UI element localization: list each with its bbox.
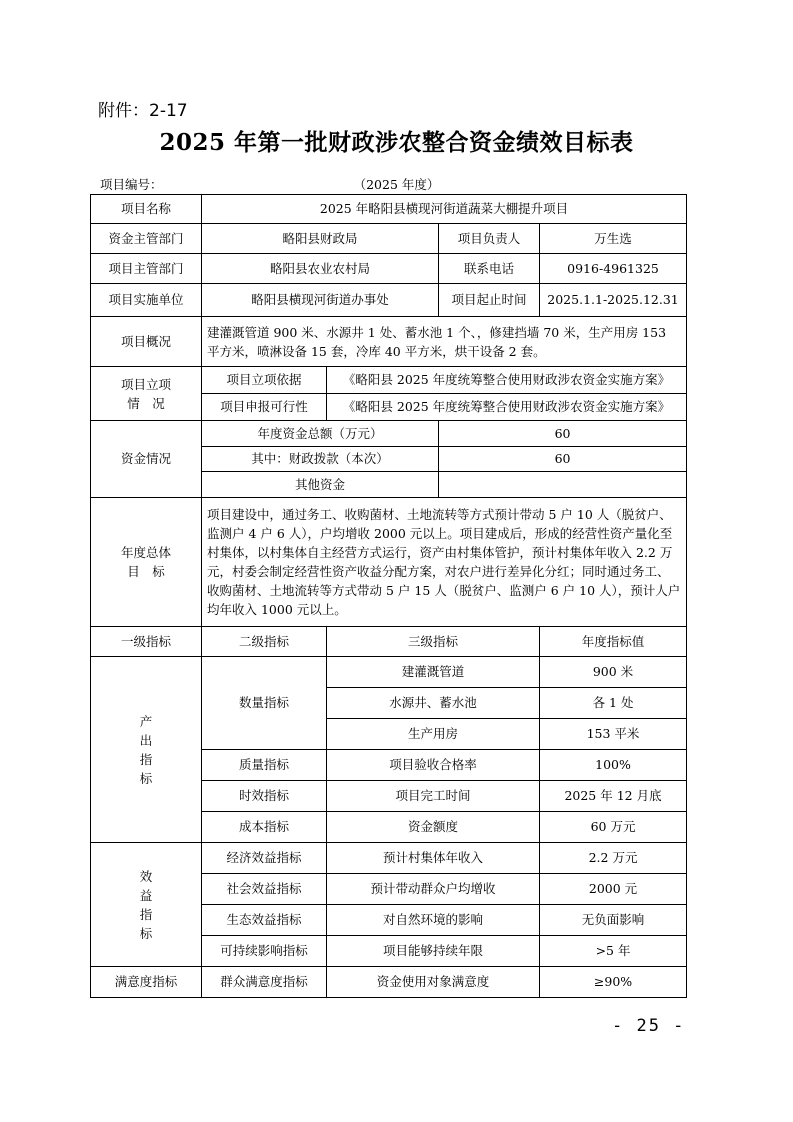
indicator-level2: 质量指标 <box>202 750 327 781</box>
funds-other-value <box>439 472 687 498</box>
table-row <box>91 421 687 447</box>
header-level1: 一级指标 <box>91 627 202 657</box>
annual-goal-label-line1: 年度总体 <box>120 545 171 560</box>
satisfaction-value: ≥90% <box>540 967 687 998</box>
table-row <box>91 284 687 317</box>
annual-goal-label-line2: 目 标 <box>127 564 165 579</box>
benefit-label-char: 益 <box>139 887 153 903</box>
indicator-level2: 经济效益指标 <box>202 843 327 874</box>
indicator-value: 2000 元 <box>540 874 687 905</box>
table-row <box>91 317 687 367</box>
indicator-name: 生产用房 <box>327 719 540 750</box>
table-row <box>91 843 687 874</box>
header-value: 年度指标值 <box>540 627 687 657</box>
attachment-label: 附件：2-17 <box>98 101 188 121</box>
project-dept-label: 项目主管部门 <box>91 254 202 284</box>
indicator-value: >5 年 <box>540 936 687 967</box>
indicator-name: 资金额度 <box>327 812 540 843</box>
satisfaction-name: 资金使用对象满意度 <box>327 967 540 998</box>
indicator-level2: 生态效益指标 <box>202 905 327 936</box>
period-value: 2025.1.1-2025.12.31 <box>540 284 687 317</box>
phone-label: 联系电话 <box>439 254 540 284</box>
indicator-value: 153 平米 <box>540 719 687 750</box>
output-indicator-label <box>91 657 202 843</box>
benefit-label-char: 指 <box>139 906 153 922</box>
table-row <box>91 967 687 998</box>
performance-table <box>90 194 687 998</box>
funds-fiscal-value: 60 <box>439 447 687 472</box>
output-label-char: 产 <box>139 713 153 729</box>
project-number-label: 项目编号： <box>100 177 163 192</box>
overview-label: 项目概况 <box>91 317 202 367</box>
indicator-value: 60 万元 <box>540 812 687 843</box>
overview-value: 建灌溉管道 900 米、水源井 1 处、蓄水池 1 个、，修建挡墙 70 米，生产用房 153 平方米，喷淋设备 15 套，冷库 40 平方米，烘干设备 2 套。 <box>202 317 687 367</box>
feasibility-label: 项目申报可行性 <box>202 394 327 421</box>
project-name-value: 2025 年略阳县横现河街道蔬菜大棚提升项目 <box>202 195 687 224</box>
fund-dept-label: 资金主管部门 <box>91 224 202 254</box>
benefit-label-char: 效 <box>139 868 153 884</box>
header-level2: 二级指标 <box>202 627 327 657</box>
table-row <box>91 254 687 284</box>
benefit-label-char: 标 <box>139 925 153 941</box>
funds-label: 资金情况 <box>91 421 202 498</box>
approval-label-line1: 项目立项 <box>120 376 171 392</box>
indicator-level2: 时效指标 <box>202 781 327 812</box>
indicator-name: 水源井、蓄水池 <box>327 688 540 719</box>
page-number: - 25 - <box>612 1016 686 1036</box>
benefit-indicator-label <box>91 843 202 967</box>
approval-label-line2: 情 况 <box>127 395 165 411</box>
fund-dept-value: 略阳县财政局 <box>202 224 439 254</box>
project-name-label: 项目名称 <box>91 195 202 224</box>
approval-label <box>91 367 202 421</box>
indicator-level2: 社会效益指标 <box>202 874 327 905</box>
leader-value: 万生选 <box>540 224 687 254</box>
indicator-name: 对自然环境的影响 <box>327 905 540 936</box>
table-row <box>91 195 687 224</box>
indicator-name: 项目能够持续年限 <box>327 936 540 967</box>
feasibility-value: 《略阳县 2025 年度统筹整合使用财政涉农资金实施方案》 <box>327 394 687 421</box>
funds-fiscal-label: 其中：财政拨款（本次） <box>202 447 439 472</box>
indicator-value: 2.2 万元 <box>540 843 687 874</box>
approval-basis-value: 《略阳县 2025 年度统筹整合使用财政涉农资金实施方案》 <box>327 367 687 394</box>
indicator-name: 预计村集体年收入 <box>327 843 540 874</box>
table-row <box>91 657 687 688</box>
impl-unit-label: 项目实施单位 <box>91 284 202 317</box>
quantity-indicator-label: 数量指标 <box>202 657 327 750</box>
indicator-name: 项目验收合格率 <box>327 750 540 781</box>
output-label-char: 标 <box>139 770 153 786</box>
annual-goal-text: 项目建设中，通过务工、收购菌材、土地流转等方式预计带动 5 户 10 人（脱贫户、监测户 4 户 6 人），户均增收 2000 元以上。项目建成后，形成的经营性资产量化至村集体，以村集体自主经营方式运行，资产由村集体管护，预计村集体年收入 2.2 万元，村委会制定经营性资产收益分配方案，对农户进行差异化分红；同时通过务工、收购菌材、土地流转等方式带动 5 户 15 人（脱贫户、监测户 6 户 10 人），预计人户均年收入 1000 元以上。 <box>202 498 687 627</box>
approval-basis-label: 项目立项依据 <box>202 367 327 394</box>
indicator-name: 建灌溉管道 <box>327 657 540 688</box>
indicator-value: 2025 年 12 月底 <box>540 781 687 812</box>
indicator-level2: 可持续影响指标 <box>202 936 327 967</box>
impl-unit-value: 略阳县横现河街道办事处 <box>202 284 439 317</box>
header-level3: 三级指标 <box>327 627 540 657</box>
output-label-char: 指 <box>139 751 153 767</box>
leader-label: 项目负责人 <box>439 224 540 254</box>
funds-other-label: 其他资金 <box>202 472 439 498</box>
indicator-value: 各 1 处 <box>540 688 687 719</box>
indicator-name: 项目完工时间 <box>327 781 540 812</box>
table-row <box>91 627 687 657</box>
phone-value: 0916-4961325 <box>540 254 687 284</box>
annual-goal-label <box>91 498 202 627</box>
satisfaction-level1: 满意度指标 <box>91 967 202 998</box>
indicator-value: 900 米 <box>540 657 687 688</box>
year-label: （2025 年度） <box>353 177 440 192</box>
indicator-name: 预计带动群众户均增收 <box>327 874 540 905</box>
indicator-level2: 成本指标 <box>202 812 327 843</box>
indicator-value: 无负面影响 <box>540 905 687 936</box>
period-label: 项目起止时间 <box>439 284 540 317</box>
satisfaction-level2: 群众满意度指标 <box>202 967 327 998</box>
project-dept-value: 略阳县农业农村局 <box>202 254 439 284</box>
indicator-value: 100% <box>540 750 687 781</box>
table-row <box>91 498 687 627</box>
page-title: 2025 年第一批财政涉农整合资金绩效目标表 <box>159 129 634 156</box>
funds-total-value: 60 <box>439 421 687 447</box>
table-row <box>91 367 687 394</box>
funds-total-label: 年度资金总额（万元） <box>202 421 439 447</box>
table-row <box>91 224 687 254</box>
output-label-char: 出 <box>139 732 153 748</box>
